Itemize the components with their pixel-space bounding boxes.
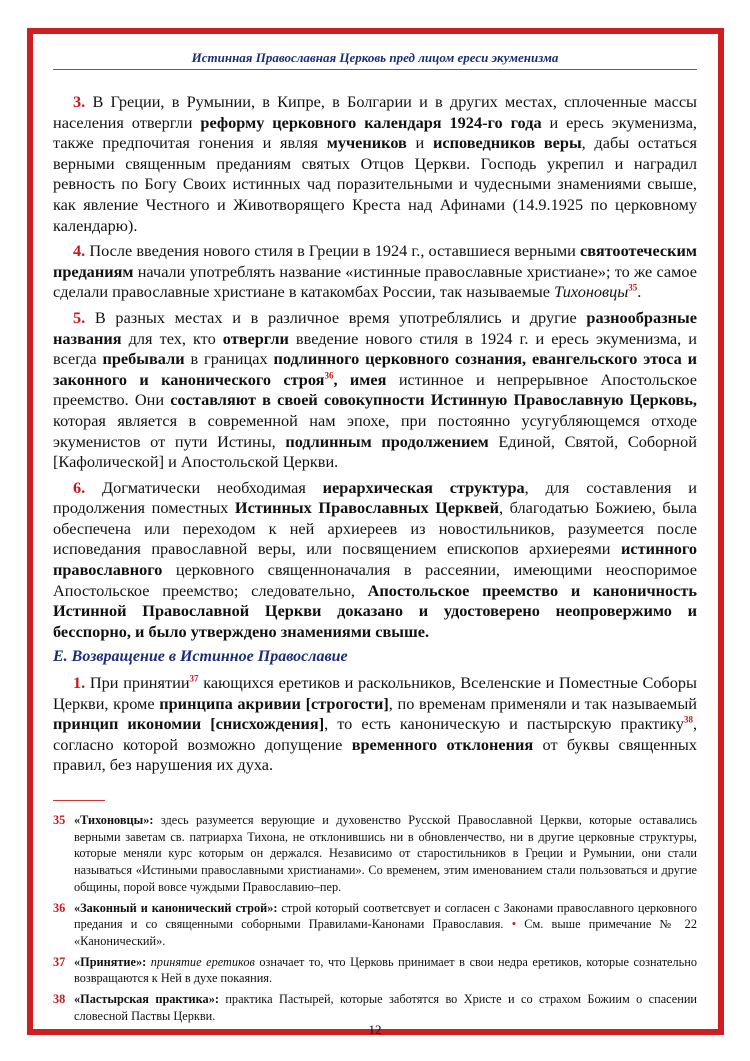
text: , то есть каноническую и пастырскую практику: [324, 714, 684, 734]
paragraph-1: [53, 673, 697, 776]
text: и: [406, 133, 433, 153]
section-heading: Е. Возвращение в Истинное Православие: [53, 648, 348, 666]
bold-text: принцип икономии [снисхождения]: [53, 714, 325, 734]
bold-text: реформу церковного календаря 1924-го года: [200, 112, 542, 132]
bold-text: истинного православного: [53, 539, 697, 580]
footnote-37: [53, 954, 697, 987]
footnote-rule: [53, 800, 105, 801]
footnote-number: 36: [53, 900, 66, 915]
text: , благодатью Божиею, была обеспечена или переходом к ней архиереев из новостильников, разумеется после исповедания православной веры, или посвящением епископов архиереями: [53, 498, 697, 559]
running-header: Истинная Православная Церковь пред лицом ереси экуменизма: [191, 50, 559, 65]
footnote-ref-36[interactable]: 36: [324, 370, 334, 381]
footnotes: [53, 812, 697, 1028]
text: кающихся еретиков и раскольников, Вселенские и Поместные Соборы Церкви, кроме: [53, 673, 697, 713]
text: , для составления и продолжения поместных: [53, 477, 697, 518]
footnote-term: «Пастырская практика»:: [74, 992, 219, 1007]
text: и ересь экуменизма, также предпочитая гонения и являя: [53, 112, 697, 153]
page-number: 12: [368, 1022, 382, 1037]
text: , согласно которой возможно допущение: [53, 714, 698, 754]
bold-text: принципа акривии [строгости]: [159, 693, 389, 713]
paragraph-5: [53, 308, 697, 473]
bold-text: отвергли: [222, 328, 289, 348]
bold-text: пребывали: [102, 349, 185, 369]
paragraph-number: 3.: [73, 92, 86, 111]
text: означает то, что Церковь принимает в свои недра еретиков, которые сознательно возвращаются к Ней в духе покаяния.: [74, 954, 697, 986]
text: Единой, Святой, Соборной [Кафолической] и Апостольской Церкви.: [53, 431, 697, 472]
paragraph-number: 6.: [73, 477, 86, 497]
footnote-text: [74, 991, 697, 1024]
bold-text: Апостольское преемство и каноничность Истинной Православной Церкви доказано и удостоверено неопровержимо и бесспорно, и было утверждено знамениями свыше.: [53, 580, 697, 641]
bold-text: , имея: [333, 369, 387, 389]
text: В разных местах и в различное время употреблялись и другие: [85, 307, 587, 327]
footnote-ref-37[interactable]: 37: [189, 673, 199, 684]
text: строй который соответсвует и согласен с Законами православного церковного предания и со священными соборными Правилами-Канонами Православия.: [74, 900, 697, 932]
text: Догматически необходимая: [85, 477, 323, 497]
bold-text: исповедников веры: [432, 133, 582, 153]
text: истинное и непрерывное Апостольское преемство. Они: [53, 369, 697, 410]
text: от буквы священных правил, без нарушения их духа.: [53, 734, 697, 775]
text: В Греции, в Румынии, в Кипре, в Болгарии и в других местах, сплоченные массы населения отвергли: [53, 92, 697, 132]
footnote-number: 37: [53, 954, 66, 969]
bold-text: святоотеческим преданиям: [53, 241, 697, 281]
bullet-icon: •: [511, 917, 516, 932]
text: практика Пастырей, которые заботятся во Христе и со страхом Божиим о спасении словесной Паствы Церкви.: [74, 992, 697, 1023]
main-text: [53, 92, 697, 781]
footnote-38: [53, 991, 697, 1024]
text: См. выше примечание № 22 «Канонический».: [74, 917, 697, 948]
footnote-term: «Тихоновцы»:: [74, 813, 154, 827]
text: для тех, кто: [121, 328, 223, 348]
paragraph-4: [53, 241, 697, 303]
footnote-term: «Принятие»:: [74, 954, 147, 969]
bold-text: мучеников: [326, 133, 407, 153]
text: введение нового стиля в 1924 г. и ересь экуменизма, и всегда: [53, 328, 697, 369]
bold-text: составляют в своей совокупности Истинную Православную Церковь,: [170, 390, 697, 410]
footnote-text: [74, 954, 697, 987]
bold-text: иерархическая структура: [322, 477, 525, 497]
footnote-text: [74, 812, 697, 896]
bold-text: временного отклонения: [351, 734, 534, 754]
bold-text: подлинного церковного сознания, евангельского этоса и законного и канонического строя: [53, 349, 697, 389]
text: которая является в современной нам эпохе, при постоянно усугубляющемся отходе экуменистов от пути Истины,: [53, 410, 697, 451]
footnote-ref-35[interactable]: 35: [628, 282, 638, 293]
footnote-number: 35: [53, 813, 66, 827]
italic-text: Тихоновцы: [554, 282, 629, 302]
text: При принятии: [85, 673, 190, 693]
bold-text: подлинным продолжением: [285, 431, 489, 451]
footnote-term: «Законный и канонический строй»:: [74, 900, 278, 915]
text: начали употреблять название «истинные православные христиане»; то же самое сделали православные христиане в катакомбах России, так называемые: [53, 261, 697, 302]
paragraph-number: 5.: [73, 307, 86, 327]
text: , по временам применяли и так называемый: [388, 693, 697, 713]
paragraph-number: 4.: [73, 241, 86, 261]
paragraph-number: 1.: [73, 673, 86, 693]
footnote-35: [53, 812, 697, 896]
text: , дабы остаться верными священным преданиям святых Отцов Церкви. Господь укрепил и наградил ревность по Богу Своих истинных чад поразительными и чудесными знамениями свыше, как явление Честного и Животворящего Креста над Афинами (14.9.1925 по церковному календарю).: [53, 133, 698, 235]
text: в границах: [184, 349, 274, 369]
text: .: [637, 282, 642, 302]
italic-text: принятие еретиков: [146, 954, 255, 969]
header-rule: [53, 69, 697, 70]
bold-text: Истинных Православных Церквей: [234, 498, 499, 518]
paragraph-6: [53, 478, 697, 643]
text: церковного священноначалия в рассеянии, имеющими неоспоримое Апостольское преемство; следовательно,: [53, 560, 697, 600]
footnote-number: 38: [53, 992, 66, 1007]
footnote-text: [74, 900, 697, 950]
paragraph-3: [53, 92, 697, 236]
text: здесь разумеется верующие и духовенство Русской Православной Церкви, которые оставались верными заветам св. патриарха Тихона, не отклонившись ни в обновленчество, ни в другие церковные структуры, которые меняли курс которым он держался. Независимо от старостильников в Греции и Румынии, они стали называться «Истиными православными христианами». Со временем, этим именованием стали пользоваться и другие общины, порой вовсе чуждыми Православию–пер.: [74, 813, 697, 894]
footnote-ref-38[interactable]: 38: [683, 714, 693, 725]
footnote-36: [53, 900, 697, 950]
bold-text: разнообразные названия: [53, 307, 697, 348]
text: После введения нового стиля в Греции в 1924 г., оставшиеся верными: [85, 241, 581, 261]
